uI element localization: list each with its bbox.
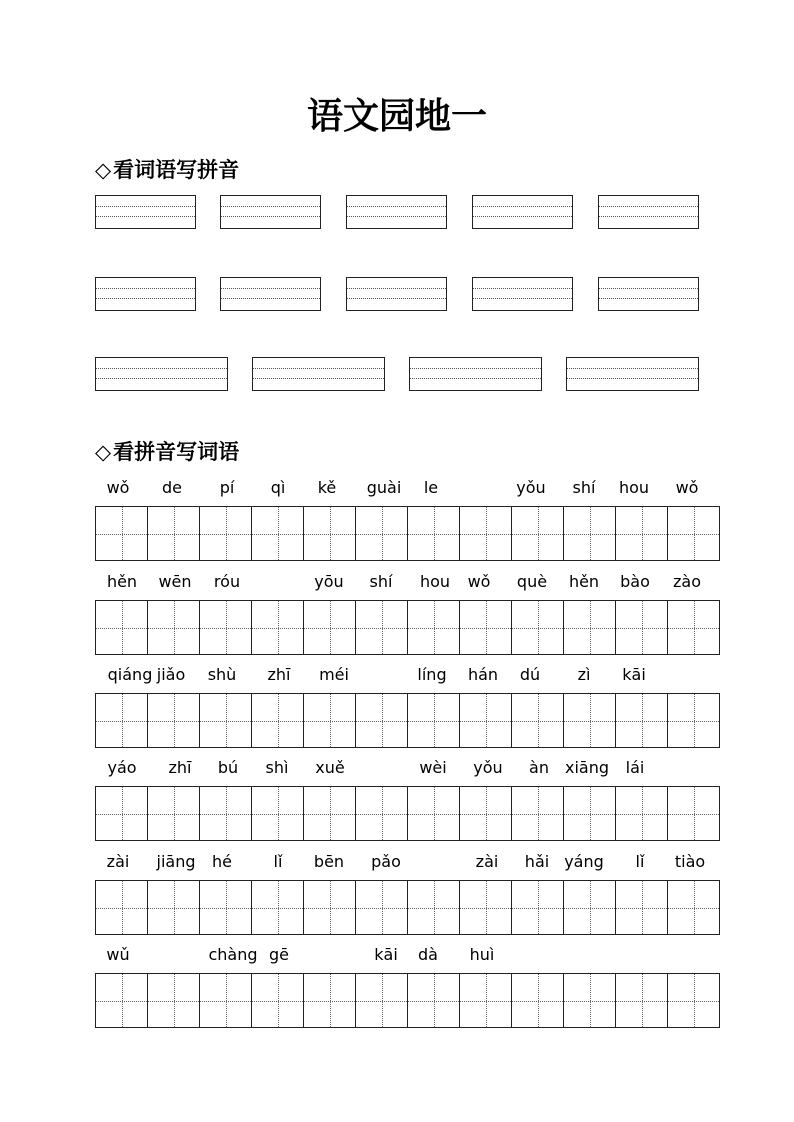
pinyin-syllable: kāi xyxy=(374,945,398,964)
pinyin-syllable: àn xyxy=(529,758,549,777)
pinyin-syllable: shù xyxy=(207,665,237,684)
character-writing-cell[interactable] xyxy=(200,601,252,654)
pinyin-syllable: xiāng xyxy=(564,758,610,777)
section-heading-write-pinyin xyxy=(95,154,239,184)
section-label: 看拼音写词语 xyxy=(113,439,240,464)
character-writing-cell[interactable] xyxy=(668,694,719,747)
character-writing-cell[interactable] xyxy=(304,507,356,560)
pinyin-syllable: hǎi xyxy=(524,852,550,871)
pinyin-syllable: jiāng xyxy=(156,852,196,871)
character-writing-cell[interactable] xyxy=(512,974,564,1027)
character-writing-cell[interactable] xyxy=(460,787,512,840)
pinyin-syllable: guài xyxy=(366,478,402,497)
pinyin-syllable: kāi xyxy=(622,665,646,684)
character-writing-cell[interactable] xyxy=(148,507,200,560)
section-label: 看词语写拼音 xyxy=(113,157,240,182)
character-writing-cell[interactable] xyxy=(356,694,408,747)
character-writing-cell[interactable] xyxy=(96,694,148,747)
character-writing-cell[interactable] xyxy=(356,974,408,1027)
character-writing-cell[interactable] xyxy=(564,974,616,1027)
pinyin-syllable: huì xyxy=(469,945,495,964)
character-writing-cell[interactable] xyxy=(460,694,512,747)
pinyin-syllable: tiào xyxy=(674,852,706,871)
character-writing-cell[interactable] xyxy=(512,601,564,654)
pinyin-syllable: hán xyxy=(467,665,499,684)
character-writing-cell[interactable] xyxy=(200,881,252,934)
character-writing-cell[interactable] xyxy=(460,881,512,934)
pinyin-syllable: yǒu xyxy=(516,478,546,497)
character-writing-cell[interactable] xyxy=(460,507,512,560)
character-writing-cell[interactable] xyxy=(616,601,668,654)
pinyin-syllable: dà xyxy=(418,945,438,964)
character-writing-cell[interactable] xyxy=(408,787,460,840)
character-writing-cell[interactable] xyxy=(96,787,148,840)
character-writing-cell[interactable] xyxy=(564,601,616,654)
character-grid-row xyxy=(95,693,720,748)
character-writing-cell[interactable] xyxy=(252,507,304,560)
character-grid-row xyxy=(95,506,720,561)
pinyin-syllable: wǒ xyxy=(675,478,699,497)
pinyin-syllable: yǒu xyxy=(473,758,503,777)
character-writing-cell[interactable] xyxy=(304,787,356,840)
pinyin-writing-box[interactable] xyxy=(472,195,573,229)
pinyin-writing-box[interactable] xyxy=(95,357,228,391)
pinyin-writing-box[interactable] xyxy=(252,357,385,391)
character-writing-cell[interactable] xyxy=(96,881,148,934)
pinyin-writing-box[interactable] xyxy=(566,357,699,391)
character-writing-cell[interactable] xyxy=(200,507,252,560)
pinyin-syllable: yōu xyxy=(314,572,344,591)
character-writing-cell[interactable] xyxy=(512,881,564,934)
pinyin-syllable: shí xyxy=(572,478,596,497)
character-writing-cell[interactable] xyxy=(668,881,719,934)
pinyin-syllable: qiáng xyxy=(107,665,153,684)
character-writing-cell[interactable] xyxy=(304,974,356,1027)
character-grid-row xyxy=(95,880,720,935)
pinyin-syllable: yáo xyxy=(107,758,137,777)
character-writing-cell[interactable] xyxy=(304,694,356,747)
pinyin-syllable: wǒ xyxy=(467,572,491,591)
pinyin-syllable: bēn xyxy=(313,852,345,871)
diamond-icon: ◇ xyxy=(95,158,112,182)
pinyin-syllable: hěn xyxy=(106,572,138,591)
character-grid-row xyxy=(95,600,720,655)
character-writing-cell[interactable] xyxy=(96,601,148,654)
pinyin-writing-box[interactable] xyxy=(472,277,573,311)
character-writing-cell[interactable] xyxy=(356,881,408,934)
pinyin-writing-box[interactable] xyxy=(220,277,321,311)
character-writing-cell[interactable] xyxy=(616,507,668,560)
character-writing-cell[interactable] xyxy=(200,787,252,840)
pinyin-syllable: le xyxy=(423,478,439,497)
diamond-icon: ◇ xyxy=(95,440,112,464)
character-writing-cell[interactable] xyxy=(148,694,200,747)
pinyin-syllable: de xyxy=(162,478,182,497)
character-writing-cell[interactable] xyxy=(96,974,148,1027)
character-writing-cell[interactable] xyxy=(148,787,200,840)
character-writing-cell[interactable] xyxy=(252,787,304,840)
character-writing-cell[interactable] xyxy=(200,974,252,1027)
character-writing-cell[interactable] xyxy=(252,601,304,654)
character-writing-cell[interactable] xyxy=(564,507,616,560)
pinyin-syllable: zhī xyxy=(168,758,192,777)
pinyin-syllable: qì xyxy=(270,478,286,497)
pinyin-syllable: róu xyxy=(213,572,241,591)
character-writing-cell[interactable] xyxy=(408,507,460,560)
pinyin-syllable: hou xyxy=(419,572,451,591)
pinyin-syllable: wèi xyxy=(419,758,447,777)
pinyin-writing-box[interactable] xyxy=(598,277,699,311)
pinyin-syllable: hěn xyxy=(568,572,600,591)
pinyin-syllable: pí xyxy=(219,478,235,497)
character-writing-cell[interactable] xyxy=(96,507,148,560)
character-writing-cell[interactable] xyxy=(356,601,408,654)
character-writing-cell[interactable] xyxy=(408,881,460,934)
pinyin-syllable: lái xyxy=(625,758,645,777)
pinyin-writing-box[interactable] xyxy=(346,195,447,229)
character-writing-cell[interactable] xyxy=(512,787,564,840)
pinyin-syllable: shí xyxy=(369,572,393,591)
character-writing-cell[interactable] xyxy=(564,694,616,747)
character-writing-cell[interactable] xyxy=(512,507,564,560)
pinyin-writing-box[interactable] xyxy=(95,277,196,311)
character-writing-cell[interactable] xyxy=(304,601,356,654)
pinyin-syllable: shì xyxy=(265,758,289,777)
pinyin-syllable: jiǎo xyxy=(156,665,186,684)
pinyin-syllable: lǐ xyxy=(635,852,645,871)
page-title: 语文园地一 xyxy=(306,95,487,137)
character-grid-row xyxy=(95,786,720,841)
pinyin-syllable: kě xyxy=(317,478,337,497)
character-writing-cell[interactable] xyxy=(252,694,304,747)
pinyin-syllable: méi xyxy=(319,665,349,684)
character-writing-cell[interactable] xyxy=(564,787,616,840)
pinyin-syllable: què xyxy=(516,572,548,591)
pinyin-syllable: bào xyxy=(620,572,650,591)
pinyin-syllable: xuě xyxy=(315,758,345,777)
pinyin-syllable: pǎo xyxy=(371,852,401,871)
character-writing-cell[interactable] xyxy=(148,881,200,934)
character-writing-cell[interactable] xyxy=(668,601,719,654)
pinyin-writing-box[interactable] xyxy=(95,195,196,229)
pinyin-writing-box[interactable] xyxy=(346,277,447,311)
pinyin-writing-box[interactable] xyxy=(598,195,699,229)
pinyin-syllable: hé xyxy=(212,852,232,871)
pinyin-syllable: hou xyxy=(618,478,650,497)
character-writing-cell[interactable] xyxy=(252,974,304,1027)
pinyin-syllable: zhī xyxy=(267,665,291,684)
pinyin-syllable: zài xyxy=(475,852,499,871)
character-writing-cell[interactable] xyxy=(616,881,668,934)
character-writing-cell[interactable] xyxy=(148,974,200,1027)
character-grid-row xyxy=(95,973,720,1028)
pinyin-writing-box[interactable] xyxy=(220,195,321,229)
pinyin-syllable: dú xyxy=(519,665,541,684)
character-writing-cell[interactable] xyxy=(564,881,616,934)
character-writing-cell[interactable] xyxy=(616,787,668,840)
pinyin-syllable: lǐ xyxy=(273,852,283,871)
pinyin-syllable: bú xyxy=(217,758,239,777)
pinyin-syllable: wēn xyxy=(158,572,192,591)
pinyin-syllable: chàng xyxy=(208,945,258,964)
character-writing-cell[interactable] xyxy=(408,974,460,1027)
section-heading-write-words xyxy=(95,436,239,466)
character-writing-cell[interactable] xyxy=(148,601,200,654)
pinyin-syllable: zài xyxy=(106,852,130,871)
pinyin-syllable: zào xyxy=(673,572,701,591)
character-writing-cell[interactable] xyxy=(356,507,408,560)
pinyin-syllable: wǔ xyxy=(106,945,130,964)
character-writing-cell[interactable] xyxy=(304,881,356,934)
character-writing-cell[interactable] xyxy=(668,787,719,840)
pinyin-syllable: gē xyxy=(269,945,289,964)
character-writing-cell[interactable] xyxy=(460,974,512,1027)
character-writing-cell[interactable] xyxy=(356,787,408,840)
character-writing-cell[interactable] xyxy=(668,974,719,1027)
character-writing-cell[interactable] xyxy=(668,507,719,560)
character-writing-cell[interactable] xyxy=(512,694,564,747)
character-writing-cell[interactable] xyxy=(200,694,252,747)
character-writing-cell[interactable] xyxy=(408,694,460,747)
character-writing-cell[interactable] xyxy=(460,601,512,654)
pinyin-syllable: zì xyxy=(577,665,591,684)
character-writing-cell[interactable] xyxy=(408,601,460,654)
pinyin-syllable: yáng xyxy=(564,852,604,871)
character-writing-cell[interactable] xyxy=(616,974,668,1027)
pinyin-syllable: wǒ xyxy=(106,478,130,497)
character-writing-cell[interactable] xyxy=(252,881,304,934)
character-writing-cell[interactable] xyxy=(616,694,668,747)
pinyin-syllable: líng xyxy=(417,665,447,684)
pinyin-writing-box[interactable] xyxy=(409,357,542,391)
